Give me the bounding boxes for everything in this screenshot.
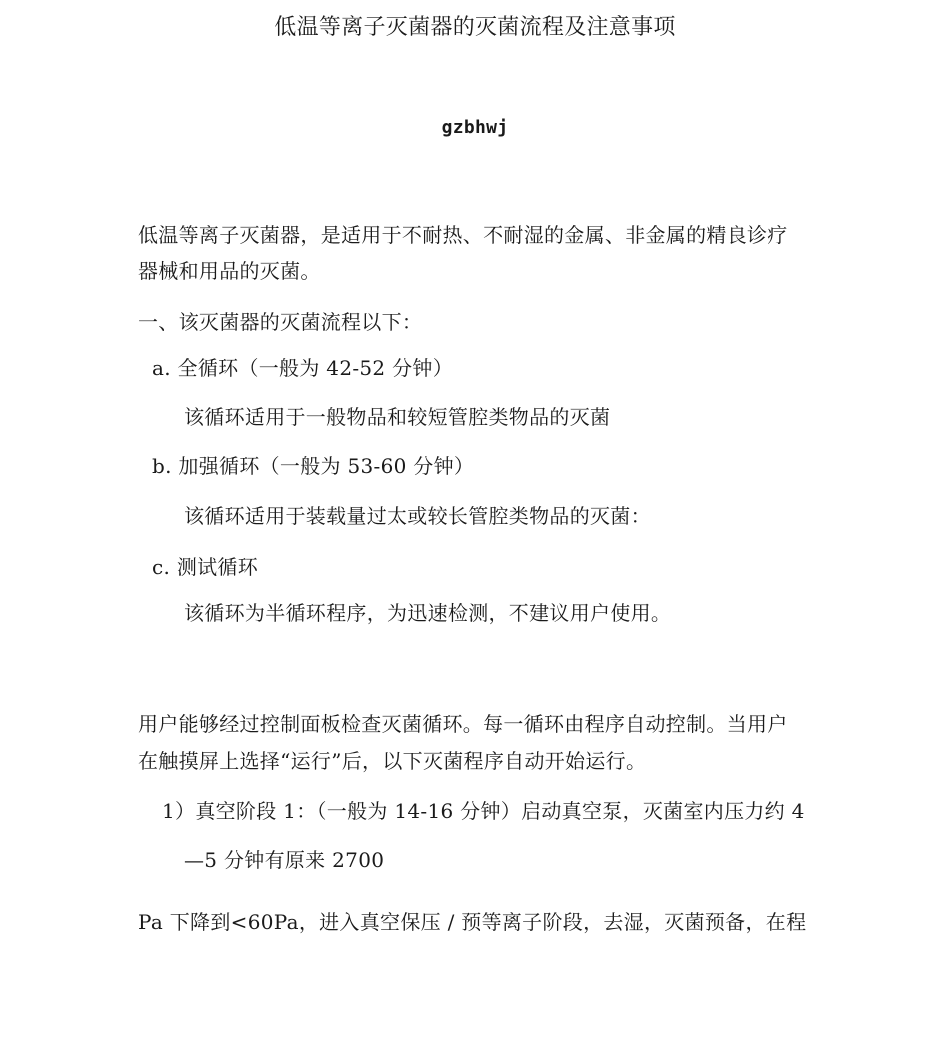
step-line: Pa 下降到<60Pa，进入真空保压 / 预等离子阶段，去湿，灭菌预备，在程 xyxy=(138,910,807,934)
document-author: gzbhwj xyxy=(441,117,509,138)
section-heading: 一、该灭菌器的灭菌流程以下： xyxy=(138,310,423,334)
cycle-item-label: a. 全循环（一般为 42-52 分钟） xyxy=(152,356,454,380)
intro-paragraph-line: 低温等离子灭菌器，是适用于不耐热、不耐湿的金属、非金属的精良诊疗 xyxy=(138,223,788,247)
paragraph-line: 用户能够经过控制面板检查灭菌循环。每一循环由程序自动控制。当用户 xyxy=(138,712,788,736)
cycle-item-description: 该循环适用于一般物品和较短管腔类物品的灭菌 xyxy=(184,405,611,429)
step-line: 1）真空阶段 1：（一般为 14-16 分钟）启动真空泵，灭菌室内压力约 4 xyxy=(162,799,805,823)
cycle-item-description: 该循环为半循环程序，为迅速检测，不建议用户使用。 xyxy=(184,601,672,625)
document-title: 低温等离子灭菌器的灭菌流程及注意事项 xyxy=(274,15,676,40)
intro-paragraph-line: 器械和用品的灭菌。 xyxy=(138,259,321,283)
paragraph-line: 在触摸屏上选择“运行”后，以下灭菌程序自动开始运行。 xyxy=(138,749,647,773)
step-line: —5 分钟有原来 2700 xyxy=(184,848,385,872)
cycle-item-label: b. 加强循环（一般为 53-60 分钟） xyxy=(152,454,475,478)
cycle-item-description: 该循环适用于装载量过太或较长管腔类物品的灭菌： xyxy=(184,504,651,528)
cycle-item-label: c. 测试循环 xyxy=(152,555,259,579)
